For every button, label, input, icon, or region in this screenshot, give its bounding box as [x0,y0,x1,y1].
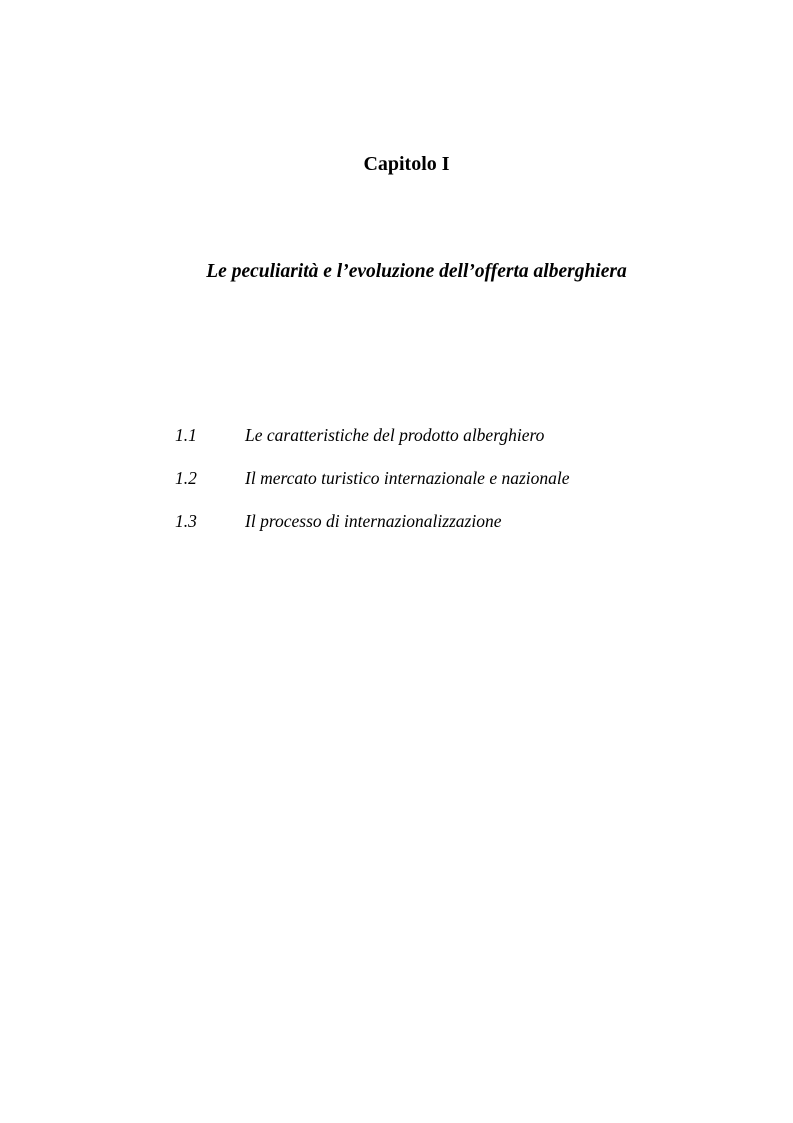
toc-item-text: Il processo di internazionalizzazione [245,511,502,531]
toc-item [175,424,735,467]
chapter-title: Le peculiarità e l’evoluzione dell’offerta alberghiera [206,261,627,282]
toc-item-number: 1.3 [175,511,197,531]
toc-item [175,467,735,510]
toc-item-number: 1.1 [175,425,197,445]
toc-item-text: Il mercato turistico internazionale e nazionale [245,468,570,488]
toc-item-text: Le caratteristiche del prodotto alberghiero [245,425,545,445]
toc-item-number: 1.2 [175,468,197,488]
toc-item [175,510,735,553]
table-of-contents [175,424,735,553]
chapter-label: Capitolo I [363,153,450,175]
